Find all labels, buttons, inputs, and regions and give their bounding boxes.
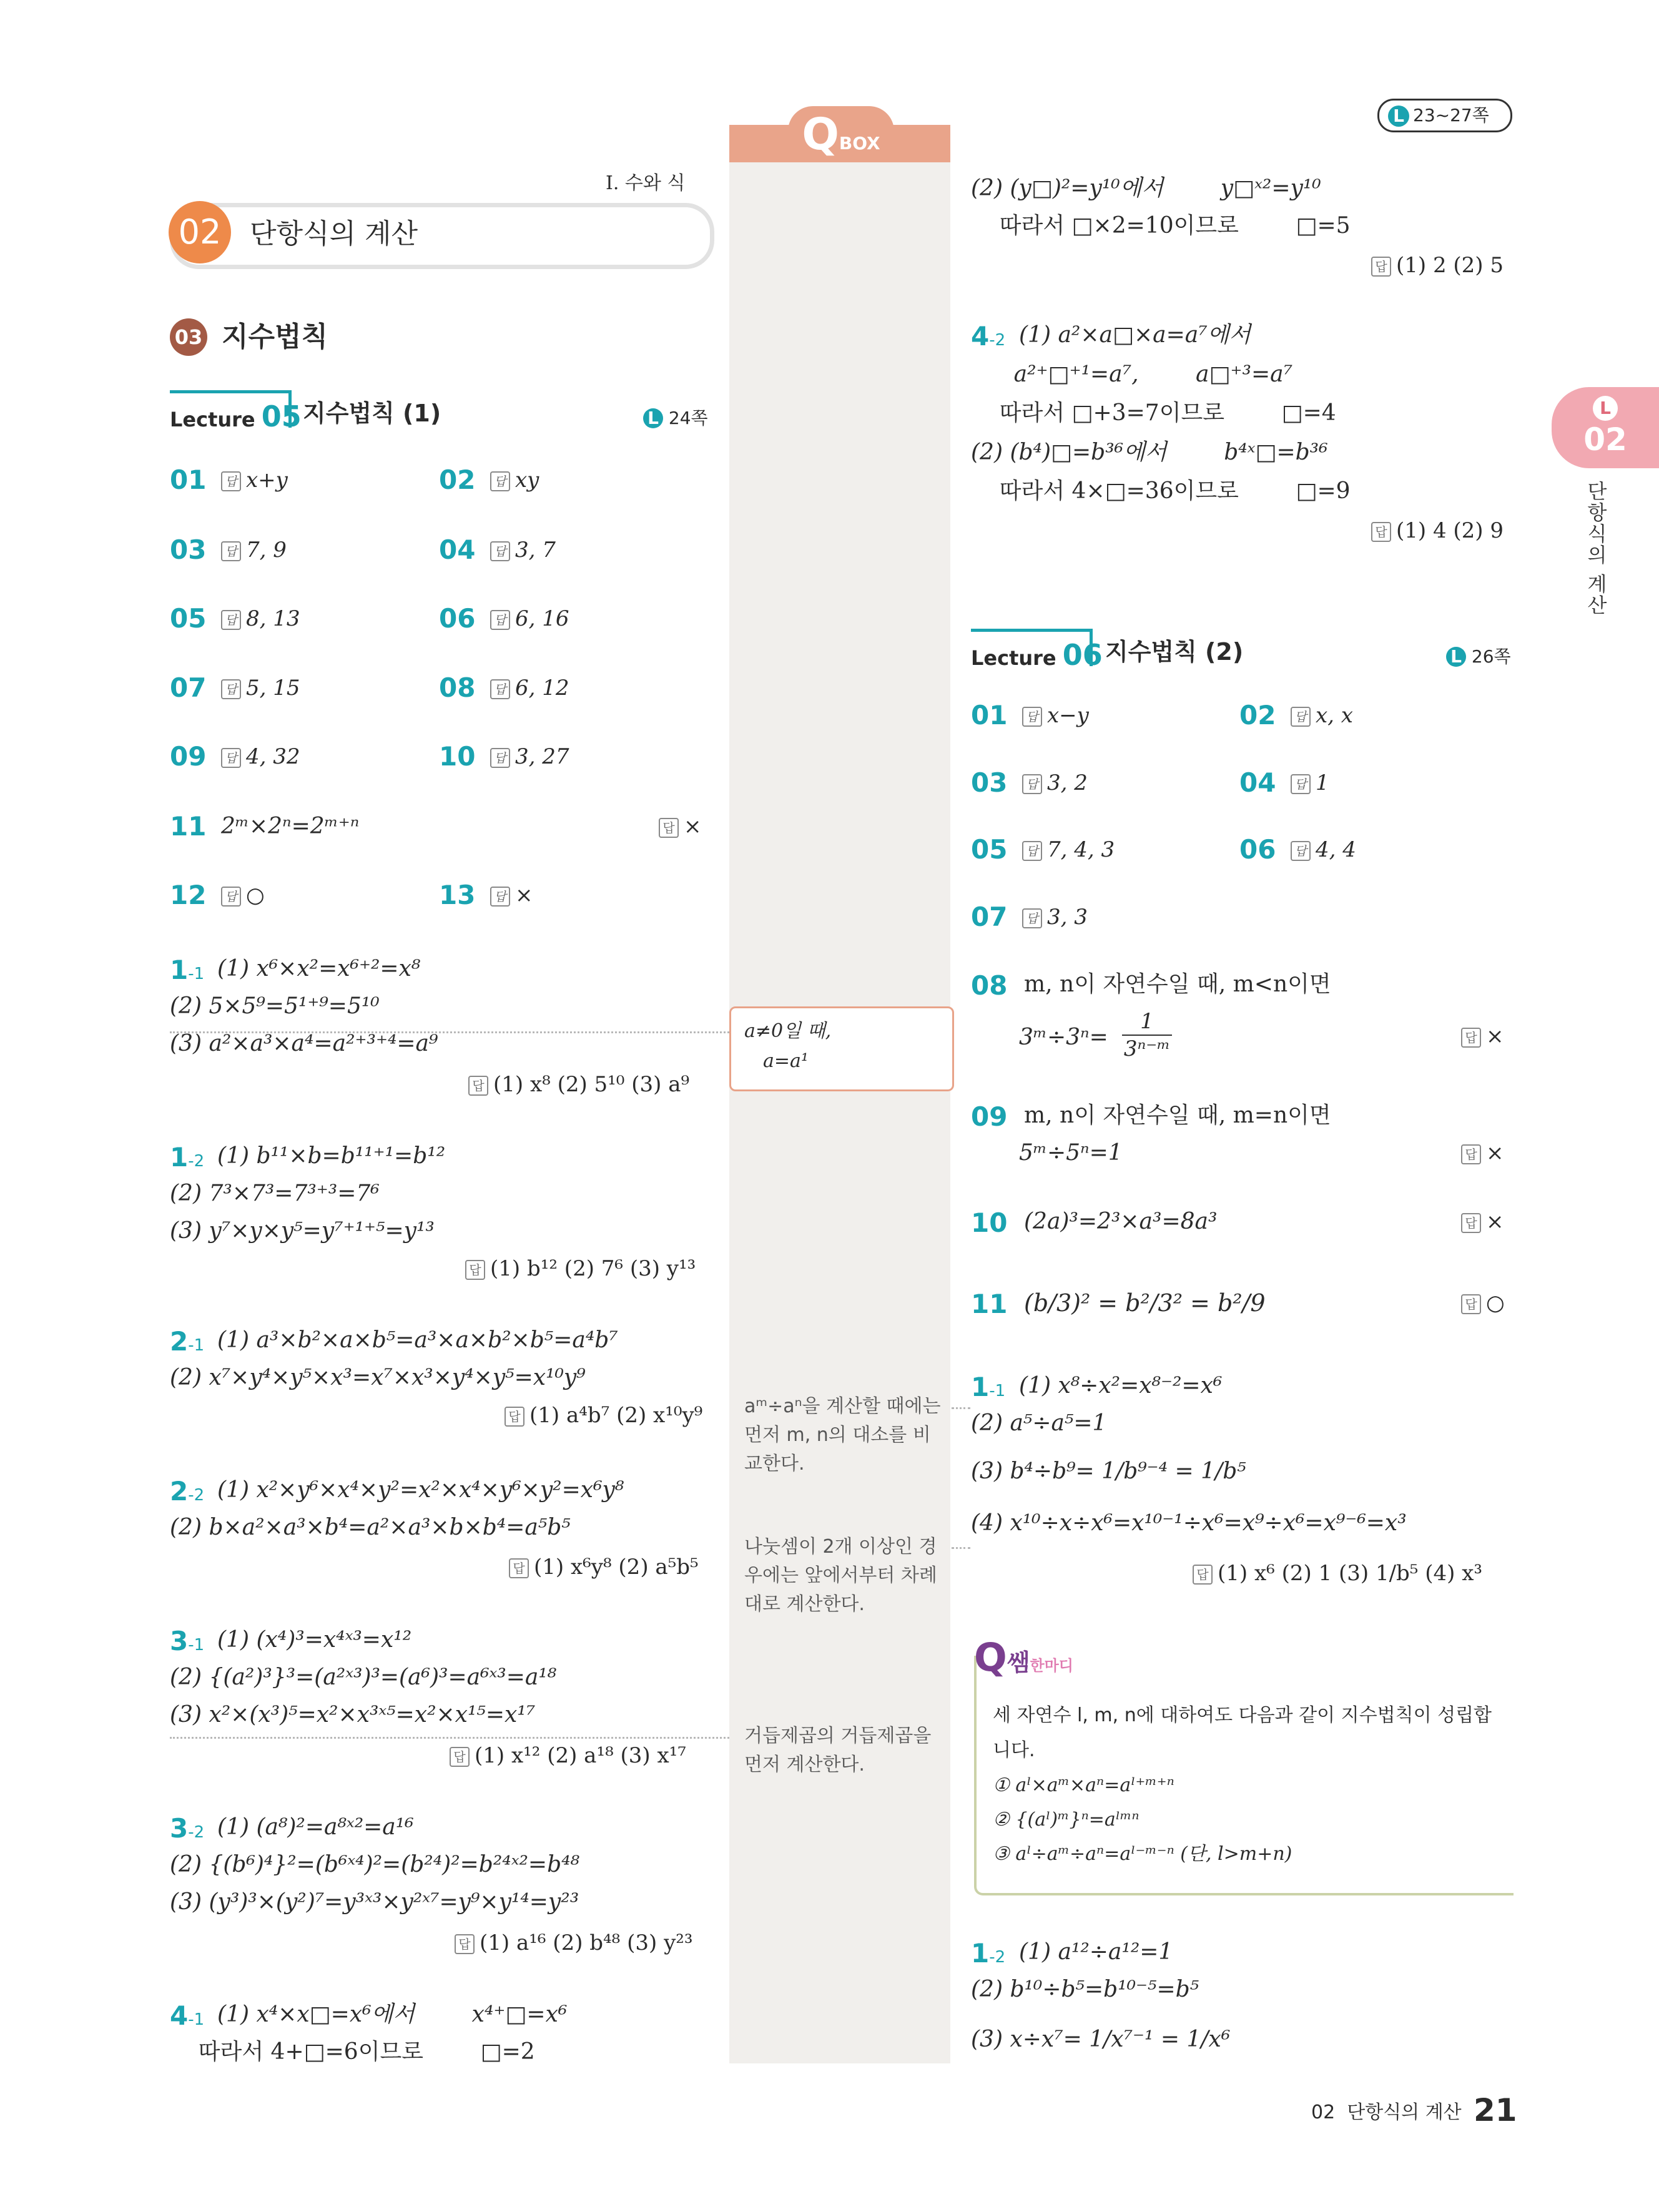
lecture-icon: L bbox=[1593, 396, 1618, 421]
problem-num: 08 bbox=[439, 672, 476, 703]
problem-answer: 답 7, 4, 3 bbox=[1022, 836, 1115, 863]
problem-num: 12 bbox=[170, 880, 207, 910]
problem-r1-1-line: (1) x⁸÷x²=x⁸⁻²=x⁶ bbox=[1019, 1373, 1223, 1398]
qssaem-intro: 세 자연수 l, m, n에 대하여도 다음과 같이 지수법칙이 성립합니다. bbox=[993, 1704, 1492, 1761]
chapter-title: 단항식의 계산 bbox=[250, 218, 418, 250]
answer-mark-icon: 답 bbox=[659, 818, 679, 838]
problem-3-1-num: 3-1 bbox=[170, 1626, 205, 1656]
problem-num: 01 bbox=[971, 700, 1008, 730]
problem-answer: 답 ○ bbox=[221, 882, 265, 909]
problem-08-answer: 답 × bbox=[1461, 1023, 1504, 1050]
problem-answer: 답 6, 16 bbox=[490, 605, 569, 632]
problem-1-2-answer: 답 (1) b¹² (2) 7⁶ (3) y¹³ bbox=[465, 1255, 696, 1282]
lecture05-rule bbox=[170, 390, 290, 393]
problem-11-num: 11 bbox=[971, 1289, 1008, 1319]
problem-answer: 답 x+y bbox=[221, 466, 288, 494]
lecture06-page: L 26쪽 bbox=[1446, 643, 1511, 671]
problem-answer: 답 x, x bbox=[1291, 702, 1353, 729]
problem-num: 01 bbox=[170, 465, 207, 495]
page-range-badge: L 23~27쪽 bbox=[1377, 99, 1512, 132]
subsection-title: 지수법칙 bbox=[222, 321, 328, 353]
problem-09-num: 09 bbox=[971, 1101, 1008, 1132]
problem-2-1-line: (2) x⁷×y⁴×y⁵×x³=x⁷×x³×y⁴×y⁵=x¹⁰y⁹ bbox=[170, 1365, 586, 1390]
problem-4-2-line: (1) a²×a□×a=a⁷에서 bbox=[1019, 322, 1251, 348]
problem-4-1-line: 따라서 4+□=6이므로 □=2 bbox=[170, 2039, 535, 2065]
problem-1-1-line: (1) x⁶×x²=x⁶⁺²=x⁸ bbox=[217, 956, 421, 981]
problem-08-lhs: 3ᵐ÷3ⁿ= bbox=[1019, 1025, 1108, 1050]
problem-r1-1-line: (4) x¹⁰÷x÷x⁶=x¹⁰⁻¹÷x⁶=x⁹÷x⁶=x⁹⁻⁶=x³ bbox=[971, 1510, 1407, 1536]
problem-2-1-line: (1) a³×b²×a×b⁵=a³×a×b²×b⁵=a⁴b⁷ bbox=[217, 1327, 618, 1353]
problem-3-2-line: (1) (a⁸)²=a⁸ˣ²=a¹⁶ bbox=[217, 1814, 414, 1840]
qbox-note-compare: aᵐ÷aⁿ을 계산할 때에는 먼저 m, n의 대소를 비교한다. bbox=[744, 1395, 941, 1475]
qbox-note-line: a≠0일 때, bbox=[744, 1020, 832, 1042]
answer-mark-icon: 답 bbox=[1291, 774, 1311, 794]
problem-1-2-line: (3) y⁷×y×y⁵=y⁷⁺¹⁺⁵=y¹³ bbox=[170, 1218, 435, 1244]
problem-3-2-num: 3-2 bbox=[170, 1813, 205, 1844]
problem-r1-1-line: (3) b⁴÷b⁹= 1/b⁹⁻⁴ = 1/b⁵ bbox=[971, 1458, 1246, 1484]
problem-10-num: 10 bbox=[971, 1207, 1008, 1238]
answer-mark-icon: 답 bbox=[1022, 707, 1042, 727]
chapter-num: 02 bbox=[169, 201, 231, 263]
lecture-icon: L bbox=[1446, 647, 1466, 667]
lecture06-title: 지수법칙 (2) bbox=[1105, 638, 1244, 666]
problem-r1-1-answer: 답 (1) x⁶ (2) 1 (3) 1/b⁵ (4) x³ bbox=[1193, 1560, 1482, 1587]
problem-answer: 답 7, 9 bbox=[221, 536, 287, 564]
problem-num: 09 bbox=[170, 741, 207, 772]
side-tab: L 02 bbox=[1552, 387, 1659, 468]
problem-2-2-line: (2) b×a²×a³×b⁴=a²×a³×b×b⁴=a⁵b⁵ bbox=[170, 1515, 571, 1540]
problem-3-2-line: (2) {(b⁶)⁴}²=(b⁶ˣ⁴)²=(b²⁴)²=b²⁴ˣ²=b⁴⁸ bbox=[170, 1852, 579, 1877]
problem-4-2-line: a²⁺□⁺¹=a⁷, a□⁺³=a⁷ bbox=[971, 361, 1293, 387]
problem-2-2-num: 2-2 bbox=[170, 1476, 205, 1507]
lecture-icon: L bbox=[643, 408, 663, 428]
section-label: Ⅰ. 수와 식 bbox=[606, 172, 686, 194]
problem-answer: 답 4, 4 bbox=[1291, 836, 1356, 863]
problem-3-1-line: (1) (x⁴)³=x⁴ˣ³=x¹² bbox=[217, 1627, 412, 1653]
problem-4-1-num: 4-1 bbox=[170, 2000, 205, 2031]
problem-4-2-line: 따라서 4×□=36이므로 □=9 bbox=[971, 478, 1351, 504]
answer-mark-icon: 답 bbox=[490, 748, 510, 768]
problem-num: 05 bbox=[170, 603, 207, 634]
problem-08-condition: m, n이 자연수일 때, m<n이면 bbox=[1024, 971, 1331, 997]
problem-2-1-answer: 답 (1) a⁴b⁷ (2) x¹⁰y⁹ bbox=[505, 1402, 702, 1429]
problem-r1-2-line: (1) a¹²÷a¹²=1 bbox=[1019, 1939, 1173, 1965]
answer-mark-icon: 답 bbox=[221, 471, 241, 491]
problem-answer: 답 8, 13 bbox=[221, 605, 300, 632]
answer-mark-icon: 답 bbox=[221, 541, 241, 561]
problem-3-1-answer: 답 (1) x¹² (2) a¹⁸ (3) x¹⁷ bbox=[450, 1742, 686, 1769]
answer-mark-icon: 답 bbox=[221, 887, 241, 907]
answer-mark-icon: 답 bbox=[1022, 908, 1042, 928]
problem-3-1-line: (2) {(a²)³}³=(a²ˣ³)³=(a⁶)³=a⁶ˣ³=a¹⁸ bbox=[170, 1664, 557, 1690]
answer-mark-icon: 답 bbox=[490, 471, 510, 491]
qbox-note-division-order: 나눗셈이 2개 이상인 경우에는 앞에서부터 차례대로 계산한다. bbox=[744, 1536, 937, 1615]
answer-mark-icon: 답 bbox=[490, 610, 510, 630]
problem-4-2-line: (2) (b⁴)□=b³⁶에서 b⁴ˣ□=b³⁶ bbox=[971, 440, 1328, 465]
side-tab-title: 단항식의 계산 bbox=[1584, 481, 1608, 616]
problem-num: 03 bbox=[170, 534, 207, 565]
problem-3-2-line: (3) (y³)³×(y²)⁷=y³ˣ³×y²ˣ⁷=y⁹×y¹⁴=y²³ bbox=[170, 1889, 579, 1915]
problem-1-2-line: (1) b¹¹×b=b¹¹⁺¹=b¹² bbox=[217, 1143, 446, 1169]
problem-4-1-line: (1) x⁴×x□=x⁶에서 x⁴⁺□=x⁶ bbox=[217, 2002, 568, 2027]
problem-num: 07 bbox=[971, 902, 1008, 932]
problem-num: 03 bbox=[971, 767, 1008, 798]
problem-r1-2-line: (3) x÷x⁷= 1/x⁷⁻¹ = 1/x⁶ bbox=[971, 2027, 1231, 2052]
problem-1-1-num: 1-1 bbox=[170, 955, 205, 985]
problem-r1-2-num: 1-2 bbox=[971, 1938, 1006, 1969]
problem-num: 07 bbox=[170, 672, 207, 703]
problem-4-2-answer: 답 (1) 4 (2) 9 bbox=[1371, 517, 1504, 544]
page-number: 21 bbox=[1474, 2092, 1517, 2128]
answer-mark-icon: 답 bbox=[490, 679, 510, 699]
note-leader bbox=[952, 1547, 970, 1549]
problem-answer: 답 3, 2 bbox=[1022, 769, 1088, 797]
problem-answer: 답 xy bbox=[490, 466, 539, 494]
problem-r1-1-num: 1-1 bbox=[971, 1372, 1006, 1402]
qbox-note-power-of-power: 거듭제곱의 거듭제곱을 먼저 계산한다. bbox=[744, 1725, 932, 1776]
problem-4-2-num: 4-2 bbox=[971, 321, 1006, 351]
problem-1-2-num: 1-2 bbox=[170, 1142, 205, 1172]
lecture-icon: L bbox=[1388, 106, 1409, 127]
problem-10-answer: 답 × bbox=[1461, 1208, 1504, 1236]
problem-3-1-line: (3) x²×(x³)⁵=x²×x³ˣ⁵=x²×x¹⁵=x¹⁷ bbox=[170, 1702, 536, 1728]
problem-num: 04 bbox=[439, 534, 476, 565]
qssaem-rule: ② {(aˡ)ᵐ}ⁿ=aˡᵐⁿ bbox=[993, 1809, 1140, 1831]
lecture05-heading: Lecture 05 bbox=[170, 400, 302, 433]
problem-answer: 답 6, 12 bbox=[490, 674, 569, 702]
problem-1-1-line: (3) a²×a³×a⁴=a²⁺³⁺⁴=a⁹ bbox=[170, 1031, 438, 1056]
answer-mark-icon: 답 bbox=[1291, 707, 1311, 727]
qssaem-title: Q쌤한마디 bbox=[974, 1634, 1073, 1680]
problem-4-1-line: 따라서 □×2=10이므로 □=5 bbox=[971, 213, 1351, 238]
problem-4-1-line: (2) (y□)²=y¹⁰에서 y□ˣ²=y¹⁰ bbox=[971, 175, 1321, 201]
answer-mark-icon: 답 bbox=[490, 541, 510, 561]
problem-num: 02 bbox=[439, 465, 476, 495]
problem-num: 13 bbox=[439, 880, 476, 910]
problem-4-2-line: 따라서 □+3=7이므로 □=4 bbox=[971, 400, 1336, 426]
problem-answer: 답 3, 27 bbox=[490, 743, 569, 770]
footer-chapter: 02 단항식의 계산 bbox=[1311, 2101, 1462, 2123]
note-leader bbox=[170, 1737, 729, 1739]
lecture05-title: 지수법칙 (1) bbox=[303, 400, 441, 427]
problem-2-2-line: (1) x²×y⁶×x⁴×y²=x²×x⁴×y⁶×y²=x⁶y⁸ bbox=[217, 1477, 624, 1503]
problem-08-num: 08 bbox=[971, 970, 1008, 1001]
problem-09-expr: 5ᵐ÷5ⁿ=1 bbox=[1019, 1140, 1123, 1166]
answer-mark-icon: 답 bbox=[1022, 841, 1042, 861]
problem-1-1-answer: 답 (1) x⁸ (2) 5¹⁰ (3) a⁹ bbox=[468, 1071, 689, 1098]
answer-mark-icon: 답 bbox=[221, 748, 241, 768]
lecture06-heading: Lecture 06 bbox=[971, 638, 1103, 672]
problem-09-condition: m, n이 자연수일 때, m=n이면 bbox=[1024, 1103, 1331, 1128]
problem-3-2-answer: 답 (1) a¹⁶ (2) b⁴⁸ (3) y²³ bbox=[455, 1929, 693, 1957]
problem-10-expr: (2a)³=2³×a³=8a³ bbox=[1024, 1209, 1218, 1234]
problem-answer: 답 4, 32 bbox=[221, 743, 300, 770]
subsection-num: 03 bbox=[170, 318, 207, 356]
problem-num: 06 bbox=[439, 603, 476, 634]
answer-mark-icon: 답 bbox=[221, 610, 241, 630]
problem-2-1-num: 2-1 bbox=[170, 1326, 205, 1357]
problem-r1-1-line: (2) a⁵÷a⁵=1 bbox=[971, 1410, 1107, 1436]
problem-answer: 답 3, 3 bbox=[1022, 903, 1088, 931]
problem-r1-2-line: (2) b¹⁰÷b⁵=b¹⁰⁻⁵=b⁵ bbox=[971, 1977, 1199, 2002]
problem-answer: 답 × bbox=[659, 813, 702, 840]
qbox-title: QBOX bbox=[788, 106, 894, 162]
answer-mark-icon: 답 bbox=[490, 887, 510, 907]
problem-08-fraction: 1 3ⁿ⁻ᵐ bbox=[1122, 1008, 1172, 1062]
problem-09-answer: 답 × bbox=[1461, 1139, 1504, 1167]
problem-1-2-line: (2) 7³×7³=7³⁺³=7⁶ bbox=[170, 1181, 380, 1206]
problem-answer: 답 1 bbox=[1291, 769, 1329, 797]
answer-mark-icon: 답 bbox=[1022, 774, 1042, 794]
lecture06-rule bbox=[971, 629, 1091, 632]
qssaem-rule: ③ aˡ÷aᵐ÷aⁿ=aˡ⁻ᵐ⁻ⁿ (단, l>m+n) bbox=[993, 1843, 1292, 1865]
problem-1-1-line: (2) 5×5⁹=5¹⁺⁹=5¹⁰ bbox=[170, 993, 380, 1019]
problem-11-expr: (b/3)² = b²/3² = b²/9 bbox=[1024, 1289, 1266, 1317]
problem-answer: 답 3, 7 bbox=[490, 536, 556, 564]
problem-num: 04 bbox=[1239, 767, 1276, 798]
lecture05-page: L 24쪽 bbox=[643, 405, 708, 432]
problem-num: 05 bbox=[971, 834, 1008, 865]
problem-11-answer: 답 ○ bbox=[1461, 1289, 1505, 1317]
problem-answer: 답 x−y bbox=[1022, 702, 1089, 729]
problem-answer: 답 5, 15 bbox=[221, 674, 300, 702]
problem-expr: 2ᵐ×2ⁿ=2ᵐ⁺ⁿ bbox=[221, 814, 360, 839]
problem-answer: 답 × bbox=[490, 882, 533, 909]
qssaem-rule: ① aˡ×aᵐ×aⁿ=aˡ⁺ᵐ⁺ⁿ bbox=[993, 1774, 1174, 1796]
note-leader bbox=[170, 1031, 729, 1033]
problem-2-2-answer: 답 (1) x⁶y⁸ (2) a⁵b⁵ bbox=[509, 1553, 699, 1581]
problem-num: 10 bbox=[439, 741, 476, 772]
note-leader bbox=[952, 1407, 970, 1409]
problem-num: 06 bbox=[1239, 834, 1276, 865]
answer-mark-icon: 답 bbox=[1291, 841, 1311, 861]
answer-mark-icon: 답 bbox=[221, 679, 241, 699]
problem-4-1-answer: 답 (1) 2 (2) 5 bbox=[1371, 252, 1504, 279]
problem-num: 11 bbox=[170, 811, 207, 842]
problem-num: 02 bbox=[1239, 700, 1276, 730]
qbox-note-line: a=a¹ bbox=[763, 1050, 809, 1072]
